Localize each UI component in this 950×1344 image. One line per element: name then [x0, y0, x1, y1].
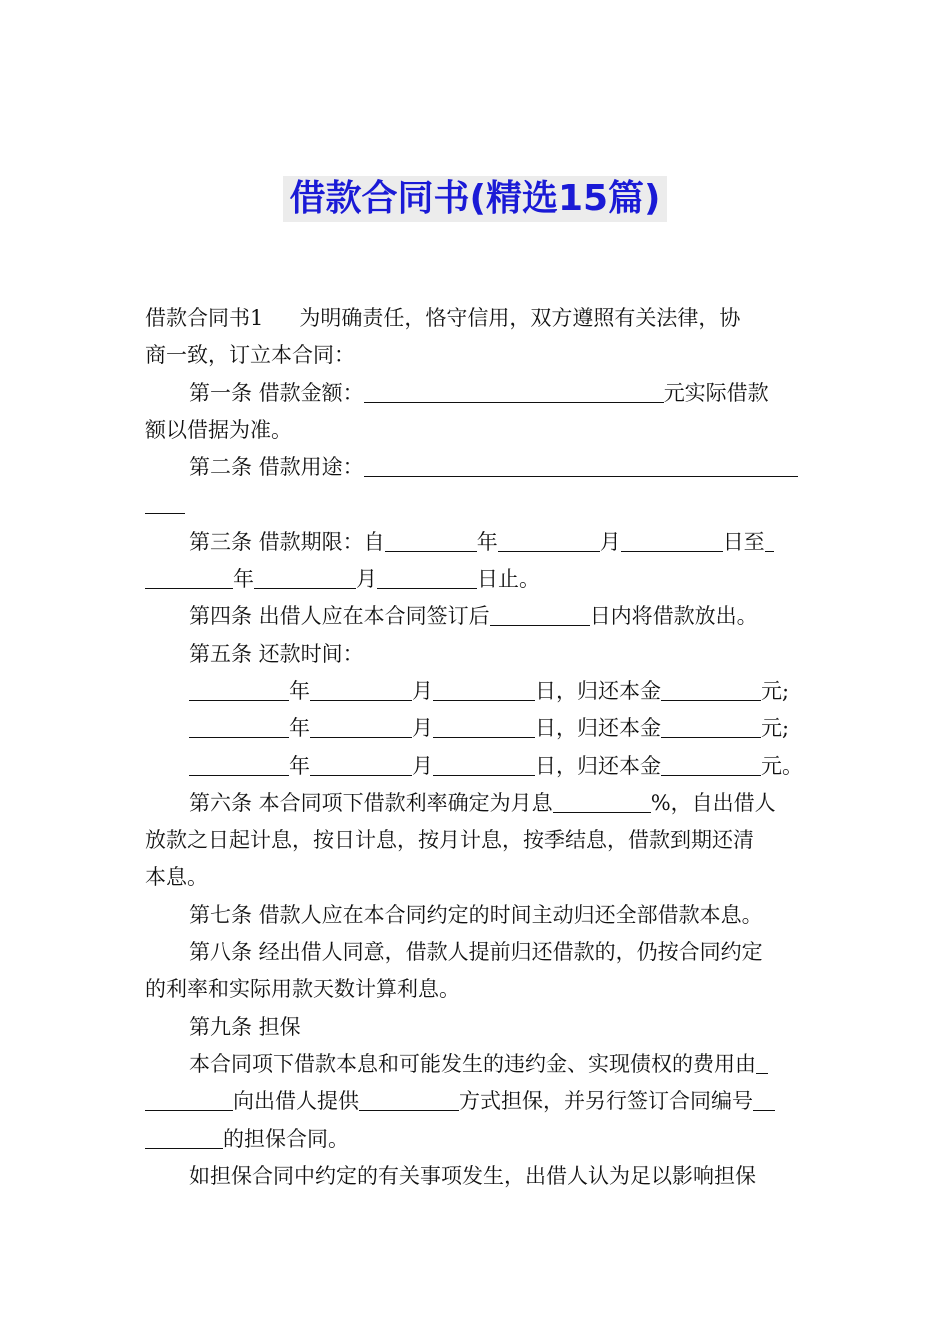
end-month-blank[interactable]	[254, 566, 356, 589]
interest-rate-blank[interactable]	[553, 790, 651, 813]
start-year-blank[interactable]	[385, 529, 477, 552]
repay-2-month: 月	[412, 716, 433, 741]
article-6-tail: %，自出借人	[650, 790, 776, 815]
article-2-line-1	[145, 449, 808, 486]
article-9-text-4: 如担保合同中约定的有关事项发生，出借人认为足以影响担保	[189, 1163, 756, 1188]
article-9-provide: 向出借人提供	[233, 1089, 359, 1114]
article-6-text-2: 放款之日起计息，按日计息，按月计息，按季结息，借款到期还清	[145, 828, 754, 853]
repay-2-day-blank[interactable]	[433, 715, 535, 738]
article-4-line	[145, 598, 808, 635]
repay-3-end: 元。	[761, 753, 803, 778]
article-6-text-3: 本息。	[145, 865, 208, 890]
month-label: 月	[599, 529, 621, 554]
repay-3-amount-blank[interactable]	[661, 753, 761, 776]
repay-2-month-blank[interactable]	[310, 715, 412, 738]
repay-3-year-blank[interactable]	[189, 753, 289, 776]
article-6-line-1	[145, 785, 808, 822]
release-days-blank[interactable]	[490, 603, 590, 626]
article-9-line-1	[145, 1046, 808, 1083]
day-to-label: 日至	[722, 529, 765, 554]
article-9-heading-line	[145, 1009, 808, 1046]
repay-2-year: 年	[289, 716, 310, 741]
intro-text-1: 为明确责任，恪守信用，双方遵照有关法律，协	[299, 306, 741, 330]
article-7-text: 第七条 借款人应在本合同约定的时间主动归还全部借款本息。	[189, 902, 763, 927]
repayment-row-2	[145, 710, 808, 747]
article-8-text-2: 的利率和实际用款天数计算利息。	[145, 977, 460, 1002]
start-day-blank[interactable]	[621, 529, 723, 552]
repay-1-month: 月	[412, 678, 433, 703]
article-8-text-1: 第八条 经出借人同意，借款人提前归还借款的，仍按合同约定	[189, 940, 763, 965]
start-month-blank[interactable]	[498, 529, 600, 552]
intro-line-1	[145, 300, 808, 337]
end-year-blank-start[interactable]	[765, 529, 774, 552]
article-6-label: 第六条 本合同项下借款利率确定为月息	[189, 790, 553, 815]
repay-3-text: 日，归还本金	[535, 753, 661, 778]
article-6-line-2	[145, 822, 808, 859]
repay-1-end: 元;	[761, 678, 790, 703]
article-8-line-2	[145, 971, 808, 1008]
end-month-label: 月	[356, 567, 377, 592]
article-9-line-3	[145, 1121, 808, 1158]
article-9-contract: 的担保合同。	[223, 1126, 349, 1151]
article-2-label: 第二条 借款用途：	[189, 455, 364, 480]
article-9-label: 第九条 担保	[189, 1014, 301, 1039]
repayment-row-1	[145, 673, 808, 710]
repay-1-year-blank[interactable]	[189, 678, 289, 701]
year-label: 年	[476, 529, 498, 554]
repay-3-year: 年	[289, 753, 310, 778]
title-area	[0, 176, 950, 222]
article-3-line-1	[145, 524, 808, 561]
end-day-blank[interactable]	[377, 566, 477, 589]
repay-2-amount-blank[interactable]	[661, 715, 761, 738]
article-7-line	[145, 897, 808, 934]
article-9-line-2	[145, 1083, 808, 1120]
amount-blank[interactable]	[364, 380, 664, 403]
article-8-line-1	[145, 934, 808, 971]
repay-1-day-blank[interactable]	[433, 678, 535, 701]
day-end-label: 日止。	[477, 567, 540, 592]
article-1-line-2	[145, 412, 808, 449]
article-3-line-2	[145, 561, 808, 598]
article-5-label: 第五条 还款时间：	[189, 641, 364, 666]
guarantee-method-blank[interactable]	[359, 1088, 459, 1111]
guarantor-blank[interactable]	[145, 1088, 233, 1111]
repay-3-day-blank[interactable]	[433, 753, 535, 776]
purpose-blank-continued[interactable]	[145, 491, 185, 514]
article-3-label: 第三条 借款期限：自	[189, 529, 385, 554]
article-9-text-1: 本合同项下借款本息和可能发生的违约金、实现债权的费用由	[189, 1051, 756, 1076]
repay-1-year: 年	[289, 678, 310, 703]
end-year-label: 年	[233, 567, 254, 592]
guarantor-blank-start[interactable]	[756, 1051, 768, 1074]
repay-2-end: 元;	[761, 716, 790, 741]
article-9-line-4	[145, 1158, 808, 1195]
intro-line-2	[145, 337, 808, 374]
repay-1-amount-blank[interactable]	[661, 678, 761, 701]
article-1-line-1	[145, 375, 808, 412]
article-9-method: 方式担保，并另行签订合同编号	[459, 1089, 753, 1114]
repay-1-month-blank[interactable]	[310, 678, 412, 701]
article-5-line	[145, 636, 808, 673]
contract-heading: 借款合同书1	[145, 306, 264, 330]
repay-1-text: 日，归还本金	[535, 678, 661, 703]
contract-number-blank[interactable]	[145, 1126, 223, 1149]
article-1-tail: 元实际借款	[663, 380, 769, 405]
article-1-label: 第一条 借款金额：	[189, 380, 364, 405]
document-title: 借款合同书(精选15篇)	[283, 176, 666, 222]
article-6-line-3	[145, 859, 808, 896]
document-body	[145, 300, 808, 1195]
intro-text-2: 商一致，订立本合同：	[145, 343, 355, 368]
repay-3-month: 月	[412, 753, 433, 778]
repay-3-month-blank[interactable]	[310, 753, 412, 776]
repay-2-text: 日，归还本金	[535, 716, 661, 741]
repay-2-year-blank[interactable]	[189, 715, 289, 738]
article-2-line-2	[145, 486, 808, 523]
contract-number-blank-start[interactable]	[753, 1088, 775, 1111]
article-4-label: 第四条 出借人应在本合同签订后	[189, 604, 490, 629]
end-year-blank[interactable]	[145, 566, 233, 589]
article-4-tail: 日内将借款放出。	[589, 604, 758, 629]
purpose-blank[interactable]	[364, 454, 798, 477]
article-1-text-2: 额以借据为准。	[145, 417, 292, 442]
repayment-row-3	[145, 748, 808, 785]
